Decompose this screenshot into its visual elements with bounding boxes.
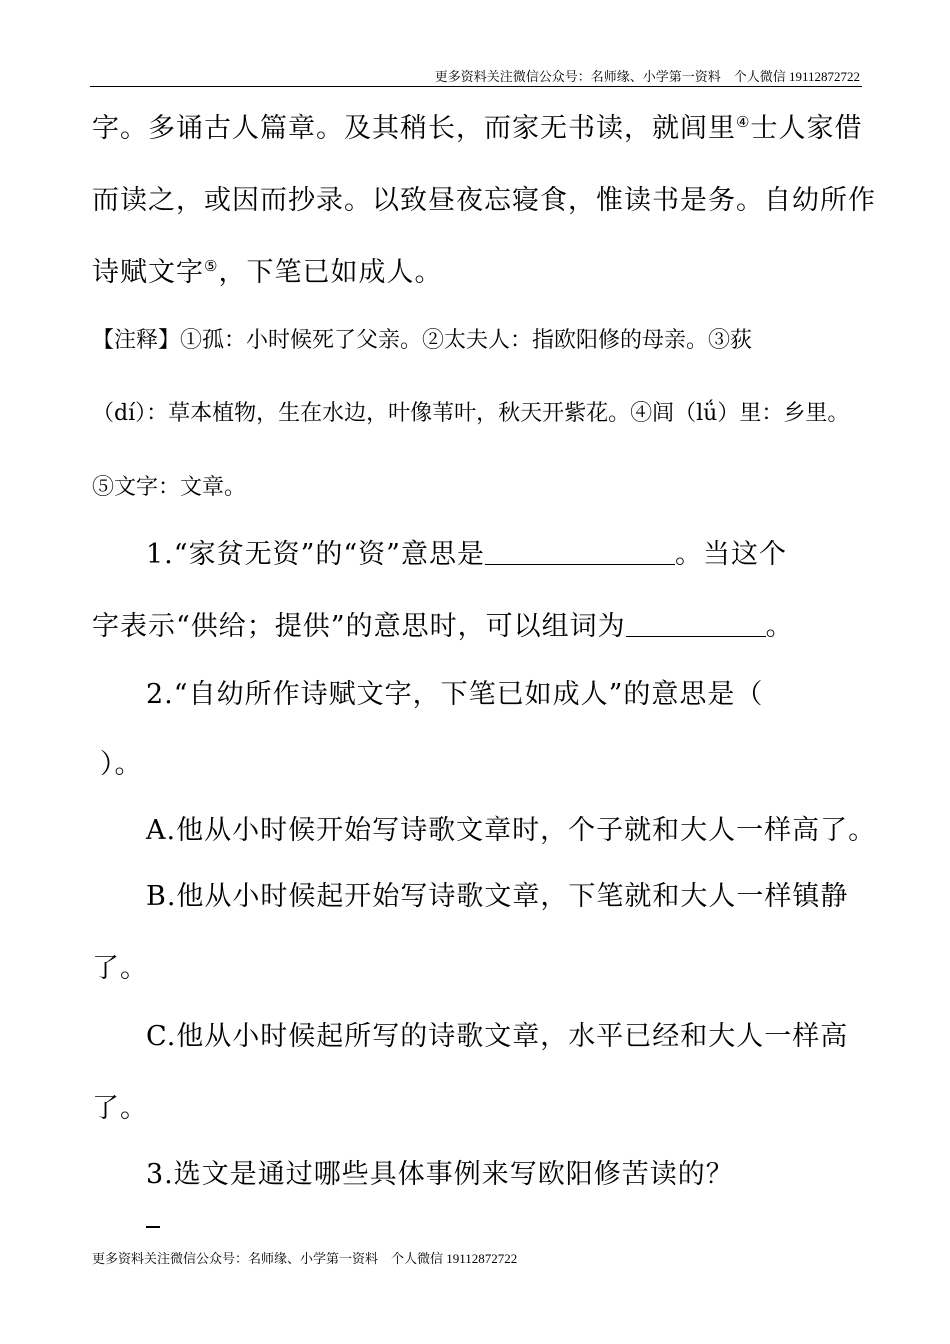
answer-blank-2[interactable]: [626, 610, 766, 637]
passage-line-1: [92, 106, 862, 145]
question-1-line-2: [92, 604, 794, 643]
passage-line-2: 而读之，或因而抄录。以致昼夜忘寝食，惟读书是务。自幼所作: [92, 185, 876, 216]
annotation-line-3: ⑤文字：文章。: [92, 475, 247, 500]
question-text: 。当这个: [674, 539, 787, 570]
footnote-marker: ④: [736, 113, 751, 131]
answer-line-start[interactable]: [146, 1226, 160, 1228]
option-b-line-2[interactable]: 了。: [92, 953, 148, 984]
footnote-marker: ⑤: [204, 257, 219, 275]
passage-text: 士人家借: [750, 113, 863, 144]
option-c-line-2[interactable]: 了。: [92, 1093, 148, 1124]
option-b-line-1[interactable]: B.他从小时候起开始写诗歌文章，下笔就和大人一样镇静: [146, 881, 849, 912]
page-header: 更多资料关注微信公众号：名师缘、小学第一资料 个人微信 19112872722: [434, 69, 860, 84]
question-1-line-1: [146, 532, 787, 571]
passage-text: 字。多诵古人篇章。及其稍长，而家无书读，就闾里: [92, 113, 736, 144]
option-c-line-1[interactable]: C.他从小时候起所写的诗歌文章，水平已经和大人一样高: [146, 1021, 849, 1052]
passage-line-3: [92, 250, 442, 289]
question-text: 字表示“供给；提供”的意思时，可以组词为: [92, 611, 626, 642]
passage-text: 诗赋文字: [92, 257, 204, 288]
question-text: 1.“家贫无资”的“资”意思是: [146, 539, 485, 570]
passage-text: ，下笔已如成人。: [218, 257, 443, 288]
annotation-line-1: 【注释】①孤：小时候死了父亲。②太夫人：指欧阳修的母亲。③荻: [92, 328, 753, 353]
question-text: 。: [765, 611, 794, 642]
annotation-line-2: （dí）：草本植物，生在水边，叶像苇叶，秋天开紫花。④闾（lǘ）里：乡里。: [92, 401, 850, 426]
header-divider: [90, 86, 862, 87]
page-footer: 更多资料关注微信公众号：名师缘、小学第一资料 个人微信 19112872722: [92, 1251, 518, 1266]
option-a[interactable]: A.他从小时候开始写诗歌文章时，个子就和大人一样高了。: [146, 815, 877, 846]
question-2-line-2: ）。: [100, 749, 143, 780]
question-2-line-1: 2.“自幼所作诗赋文字，下笔已如成人”的意思是（: [146, 679, 764, 710]
question-3: 3.选文是通过哪些具体事例来写欧阳修苦读的？: [146, 1159, 734, 1190]
answer-blank-1[interactable]: [485, 538, 675, 565]
